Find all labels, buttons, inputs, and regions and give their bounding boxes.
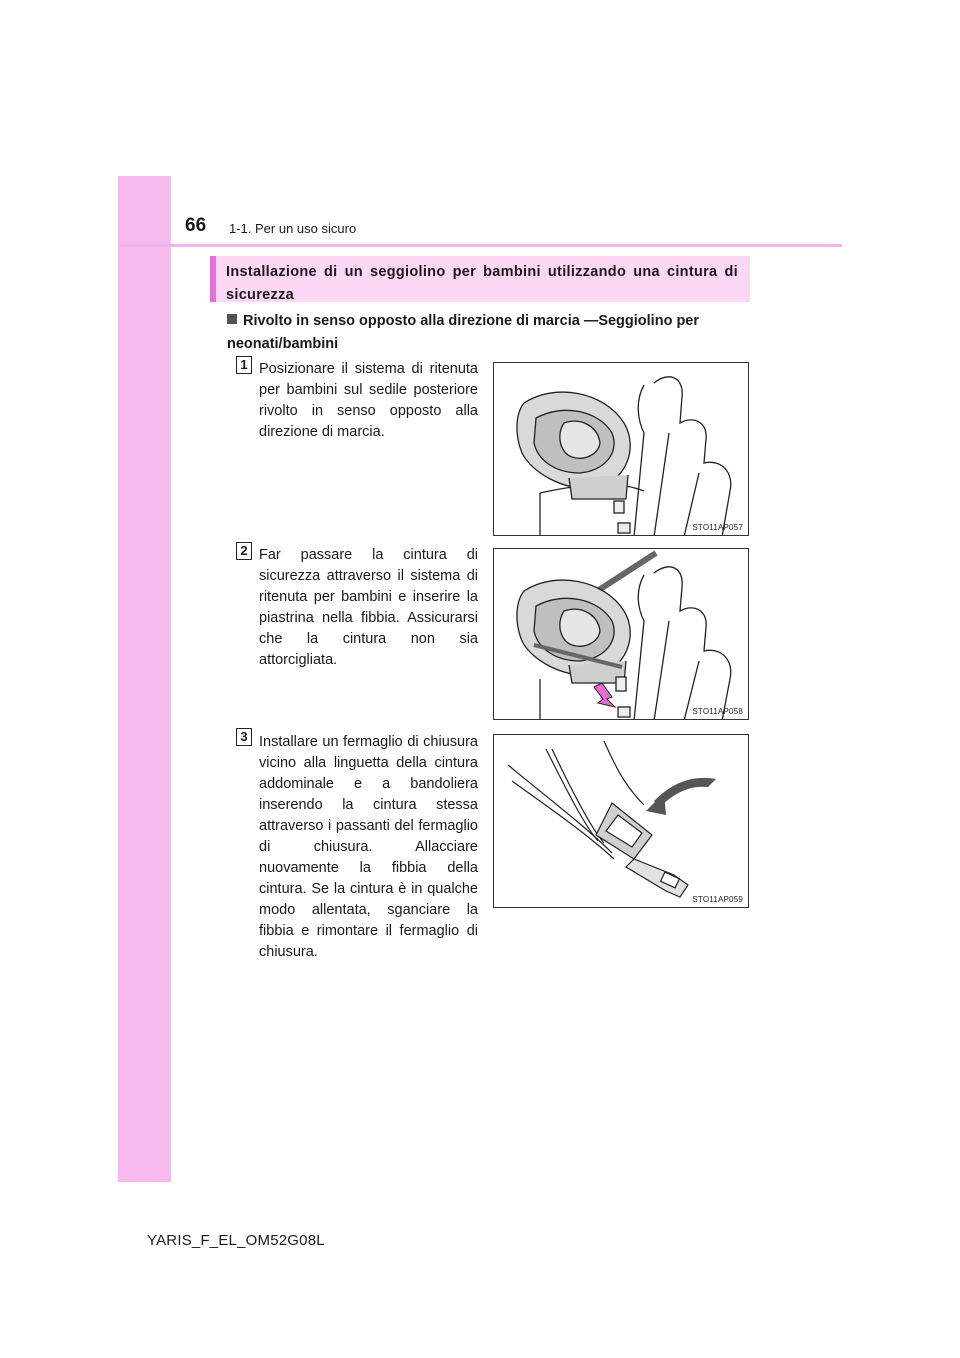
subheading-text: Rivolto in senso opposto alla direzione di marcia —Seggiolino per neonati/bambini — [227, 313, 700, 352]
square-bullet-icon — [227, 314, 237, 324]
section-reference: 1-1. Per un uso sicuro — [229, 221, 357, 236]
figure-code-3: STO11AP059 — [692, 895, 743, 904]
figure-locking-clip — [493, 734, 749, 908]
step-text-2: Far passare la cintura di sicurezza attraverso il sistema di ritenuta per bambini e inserire la piastrina nella fibbia. Assicurarsi che la cintura non sia attorcigliata. — [259, 547, 478, 668]
locking-clip-illustration — [494, 735, 749, 908]
subheading — [227, 310, 750, 356]
topic-title: Installazione di un seggiolino per bambini utilizzando una cintura di sicurezza — [226, 264, 738, 303]
topic-heading-box — [210, 256, 750, 302]
step-number-1: 1 — [236, 356, 252, 374]
figure-code-1: STO11AP057 — [692, 523, 743, 532]
figure-code-2: STO11AP058 — [692, 707, 743, 716]
figure-belt-routing — [493, 548, 749, 720]
seat-illustration-1 — [494, 363, 749, 536]
step-text-1: Posizionare il sistema di ritenuta per bambini sul sedile posteriore rivolto in senso opposto alla direzione di marcia. — [259, 361, 478, 440]
step-number-3: 3 — [236, 728, 252, 746]
step-number-2: 2 — [236, 542, 252, 560]
pink-sidebar-tab — [118, 176, 171, 1182]
step-text-3: Installare un fermaglio di chiusura vicino alla linguetta della cintura addominale e a bandoliera inserendo la cintura stessa attraverso i passanti del fermaglio di chiusura. Allacciare nuovamente la fibbia della cintura. Se la cintura è in qualche modo allentata, sganciare la fibbia e rimontare il fermaglio di chiusura. — [259, 734, 478, 960]
page-number: 66 — [185, 215, 207, 236]
seat-illustration-2 — [494, 549, 749, 720]
header-divider — [118, 244, 842, 247]
document-code-footer: YARIS_F_EL_OM52G08L — [147, 1232, 325, 1249]
figure-child-seat-placement — [493, 362, 749, 536]
